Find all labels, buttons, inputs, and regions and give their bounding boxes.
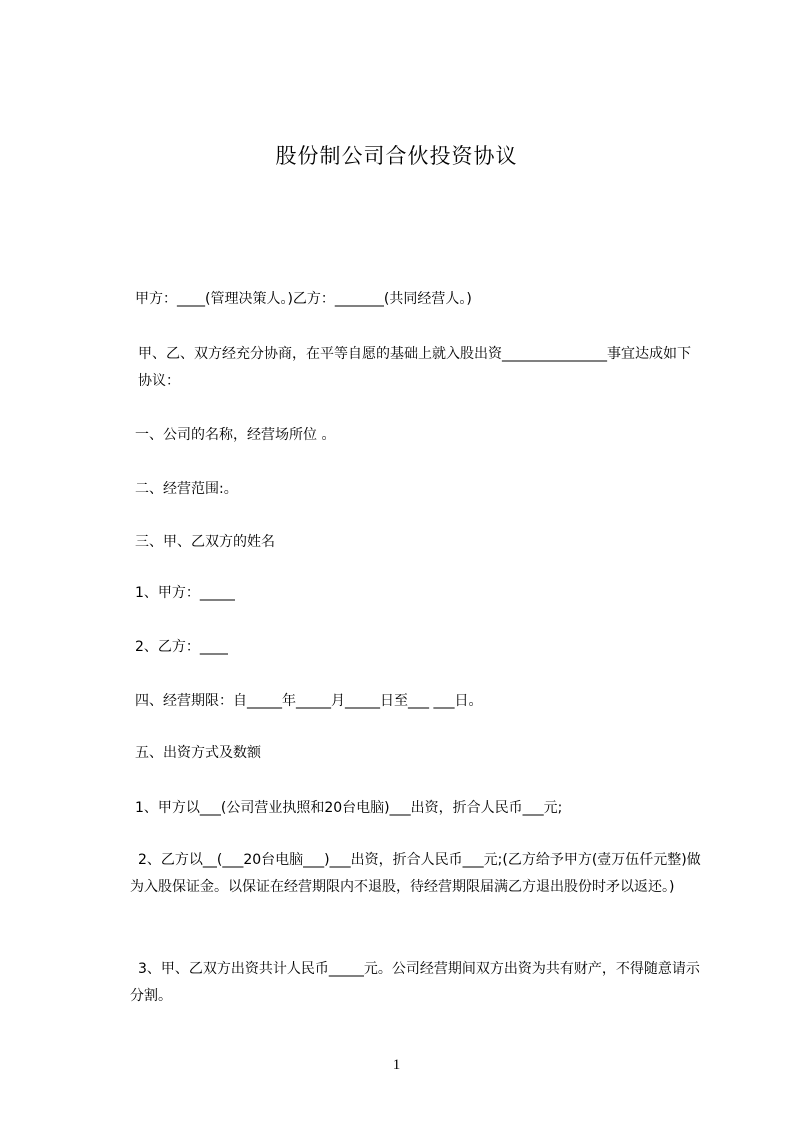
party-b-name: 2、乙方：____ — [135, 639, 228, 655]
clause-2-business-scope: 二、经营范围:。 — [135, 481, 238, 497]
page-number: 1 — [392, 1057, 401, 1073]
clause-4-term: 四、经营期限：自_____年_____月_____日至___ ___日。 — [135, 693, 483, 709]
contribution-party-b: 2、乙方以__(___20台电脑___)___出资，折合人民币___元;(乙方给予甲方(壹万伍仟元整)做为入股保证金。以保证在经营期限内不退股，待经营期限届满乙方退出股份时矛以返还。) — [130, 852, 701, 895]
clause-3-party-names: 三、甲、乙双方的姓名 — [135, 534, 275, 550]
contribution-party-a: 1、甲方以___(公司营业执照和20台电脑)___出资，折合人民币___元; — [135, 800, 563, 816]
party-a-name: 1、甲方：_____ — [135, 585, 235, 601]
clause-5-contribution: 五、出资方式及数额 — [135, 745, 261, 761]
preamble-paragraph: 甲、乙、双方经充分协商，在平等自愿的基础上就入股出资_______________事宜达成如下协议： — [138, 346, 691, 389]
contribution-total: 3、甲、乙双方出资共计人民币_____元。公司经营期间双方出资为共有财产，不得随意请示分割。 — [130, 961, 700, 1004]
document-title: 股份制公司合伙投资协议 — [275, 144, 518, 168]
clause-1-company-name: 一、公司的名称，经营场所位 。 — [135, 427, 336, 443]
parties-line: 甲方：____(管理决策人。)乙方：_______(共同经营人。) — [135, 291, 472, 307]
